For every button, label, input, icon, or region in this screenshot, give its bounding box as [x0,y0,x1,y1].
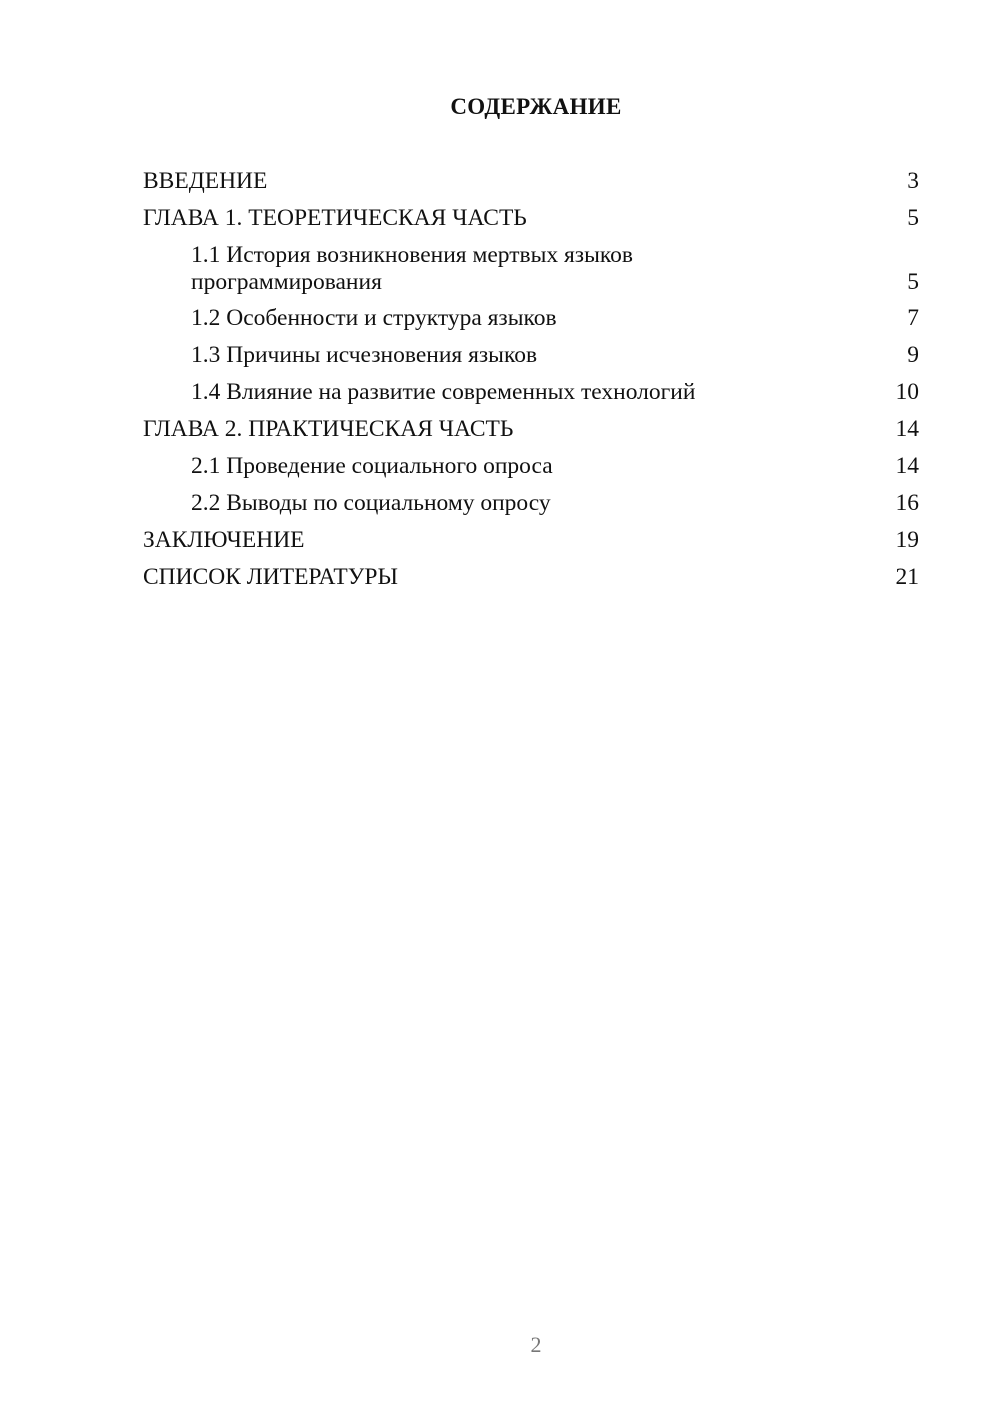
toc-entry-page: 21 [895,564,919,590]
page-title: СОДЕРЖАНИЕ [450,94,622,119]
table-of-contents [143,168,919,601]
toc-entry-label: 2.1 Проведение социального опроса [191,453,553,479]
toc-entry-page: 9 [907,342,919,368]
toc-entry-page: 3 [907,168,919,194]
toc-entry-chapter-2[interactable] [143,416,919,443]
toc-entry-label: 2.2 Выводы по социальному опросу [191,490,551,516]
toc-entry-page: 5 [907,205,919,231]
toc-entry-label: 1.4 Влияние на развитие современных технологий [191,379,696,405]
toc-entry-label: ГЛАВА 1. ТЕОРЕТИЧЕСКАЯ ЧАСТЬ [143,205,527,231]
toc-entry-section-2-2[interactable] [143,490,919,517]
toc-entry-label: ЗАКЛЮЧЕНИЕ [143,527,305,553]
toc-entry-page: 16 [895,490,919,516]
toc-entry-section-1-1[interactable] [143,242,919,296]
toc-entry-section-1-3[interactable] [143,342,919,369]
toc-entry-label: 1.1 История возникновения мертвых языков программирования [191,242,633,295]
toc-entry-page: 14 [895,416,919,442]
toc-entry-label: 1.3 Причины исчезновения языков [191,342,538,368]
toc-entry-introduction[interactable] [143,168,919,195]
toc-entry-page: 19 [895,527,919,553]
toc-entry-conclusion[interactable] [143,527,919,554]
page-number: 2 [530,1332,542,1357]
toc-entry-section-1-2[interactable] [143,305,919,332]
toc-entry-page: 7 [907,305,919,331]
toc-entry-section-1-4[interactable] [143,379,919,406]
toc-entry-label: ГЛАВА 2. ПРАКТИЧЕСКАЯ ЧАСТЬ [143,416,514,442]
toc-entry-page: 10 [895,379,919,405]
toc-entry-page: 14 [895,453,919,479]
toc-entry-references[interactable] [143,564,919,591]
toc-entry-label: СПИСОК ЛИТЕРАТУРЫ [143,564,398,590]
toc-entry-label: 1.2 Особенности и структура языков [191,305,557,331]
toc-entry-chapter-1[interactable] [143,205,919,232]
toc-entry-label: ВВЕДЕНИЕ [143,168,268,194]
toc-entry-page: 5 [907,269,919,295]
toc-entry-section-2-1[interactable] [143,453,919,480]
